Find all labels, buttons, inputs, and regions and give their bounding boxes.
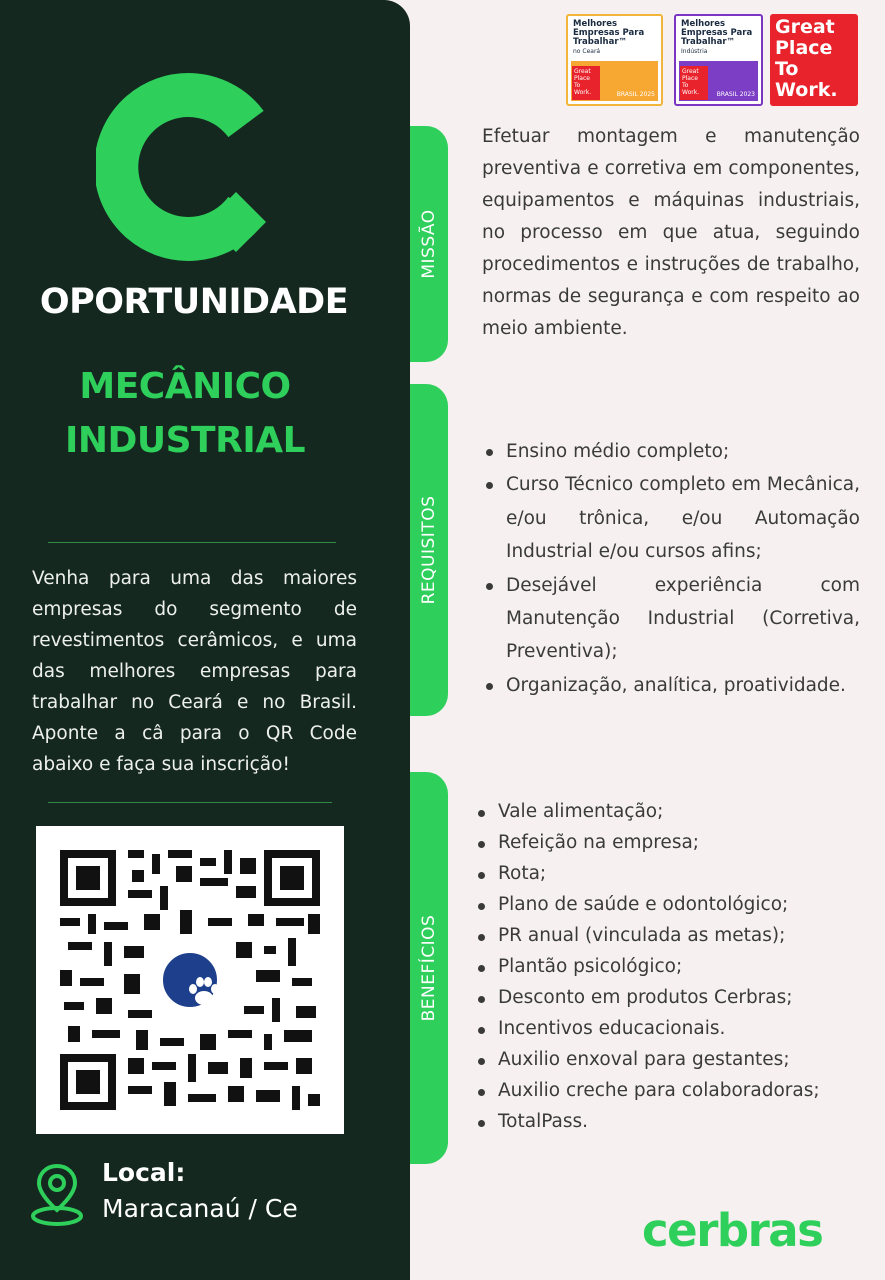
location-value: Maracanaú / Ce [102,1194,298,1223]
award-2-text: Melhores Empresas Para Trabalhar™ Indústria [681,19,753,55]
paw-icon [159,949,221,1011]
location-label: Local: [102,1158,186,1187]
qr-code[interactable] [36,826,344,1134]
beneficios-list [476,796,866,1137]
tab-beneficios [410,772,448,1164]
list-item: Curso Técnico completo em Mecânica, e/ou trônica, e/ou Automação Industrial e/ou cursos afins; [484,468,860,568]
award-1-text: Melhores Empresas Para Trabalhar™ no Ceará [573,19,645,55]
job-title-line-2: INDUSTRIAL [64,420,306,461]
award-1-tag: BRASIL 2025 [616,91,655,98]
oportunidade-heading: OPORTUNIDADE [39,282,349,322]
list-item: PR anual (vinculada as metas); [476,920,866,951]
award-badge-industria [674,14,763,106]
award-2-gptw-badge: Great Place To Work. [680,66,708,100]
divider-bottom [48,802,332,803]
tab-missao [410,126,448,362]
tab-missao-label: MISSÃO [419,209,439,279]
list-item: Plano de saúde e odontológico; [476,889,866,920]
missao-text: Efetuar montagem e manutenção preventiva e corretiva em componentes, equipamentos e máquinas industriais, no processo em que atua, seguindo procedimentos e instruções de trabalho, normas de segurança e com respeito ao meio ambiente. [482,126,860,339]
job-title [0,360,370,468]
list-item: Auxilio creche para colaboradoras; [476,1075,866,1106]
award-2-tag: BRASIL 2023 [716,91,755,98]
list-item: Refeição na empresa; [476,827,866,858]
list-item: Plantão psicológico; [476,951,866,982]
location-pin-icon [30,1162,84,1228]
tab-requisitos [410,384,448,716]
tab-beneficios-label: BENEFÍCIOS [419,914,439,1022]
job-title-line-1: MECÂNICO [79,366,291,407]
award-badge-gptw [770,14,858,106]
list-item: Rota; [476,858,866,889]
list-item: Desejável experiência com Manutenção Industrial (Corretiva, Preventiva); [484,569,860,669]
list-item: Desconto em produtos Cerbras; [476,982,866,1013]
list-item: TotalPass. [476,1106,866,1137]
cerbras-c-logo-icon [96,72,286,262]
list-item: Vale alimentação; [476,796,866,827]
award-badge-ceara [566,14,663,106]
requisitos-list [484,435,860,702]
award-3-text: Great Place To Work. [775,16,838,101]
divider-top [48,542,336,543]
cerbras-wordmark-logo: cerbras [642,1204,823,1257]
list-item: Incentivos educacionais. [476,1013,866,1044]
intro-text: Venha para uma das maiores empresas do segmento de revestimentos cerâmicos, e uma das melhores empresas para trabalhar no Ceará e no Brasil. Aponte a câ para o QR Code abaixo e faça sua inscrição! [32,568,357,775]
list-item: Ensino médio completo; [484,435,860,468]
list-item: Organização, analítica, proatividade. [484,669,860,702]
left-panel [0,0,410,1280]
award-1-gptw-badge: Great Place To Work. [572,66,600,100]
tab-requisitos-label: REQUISITOS [419,495,439,605]
list-item: Auxilio enxoval para gestantes; [476,1044,866,1075]
